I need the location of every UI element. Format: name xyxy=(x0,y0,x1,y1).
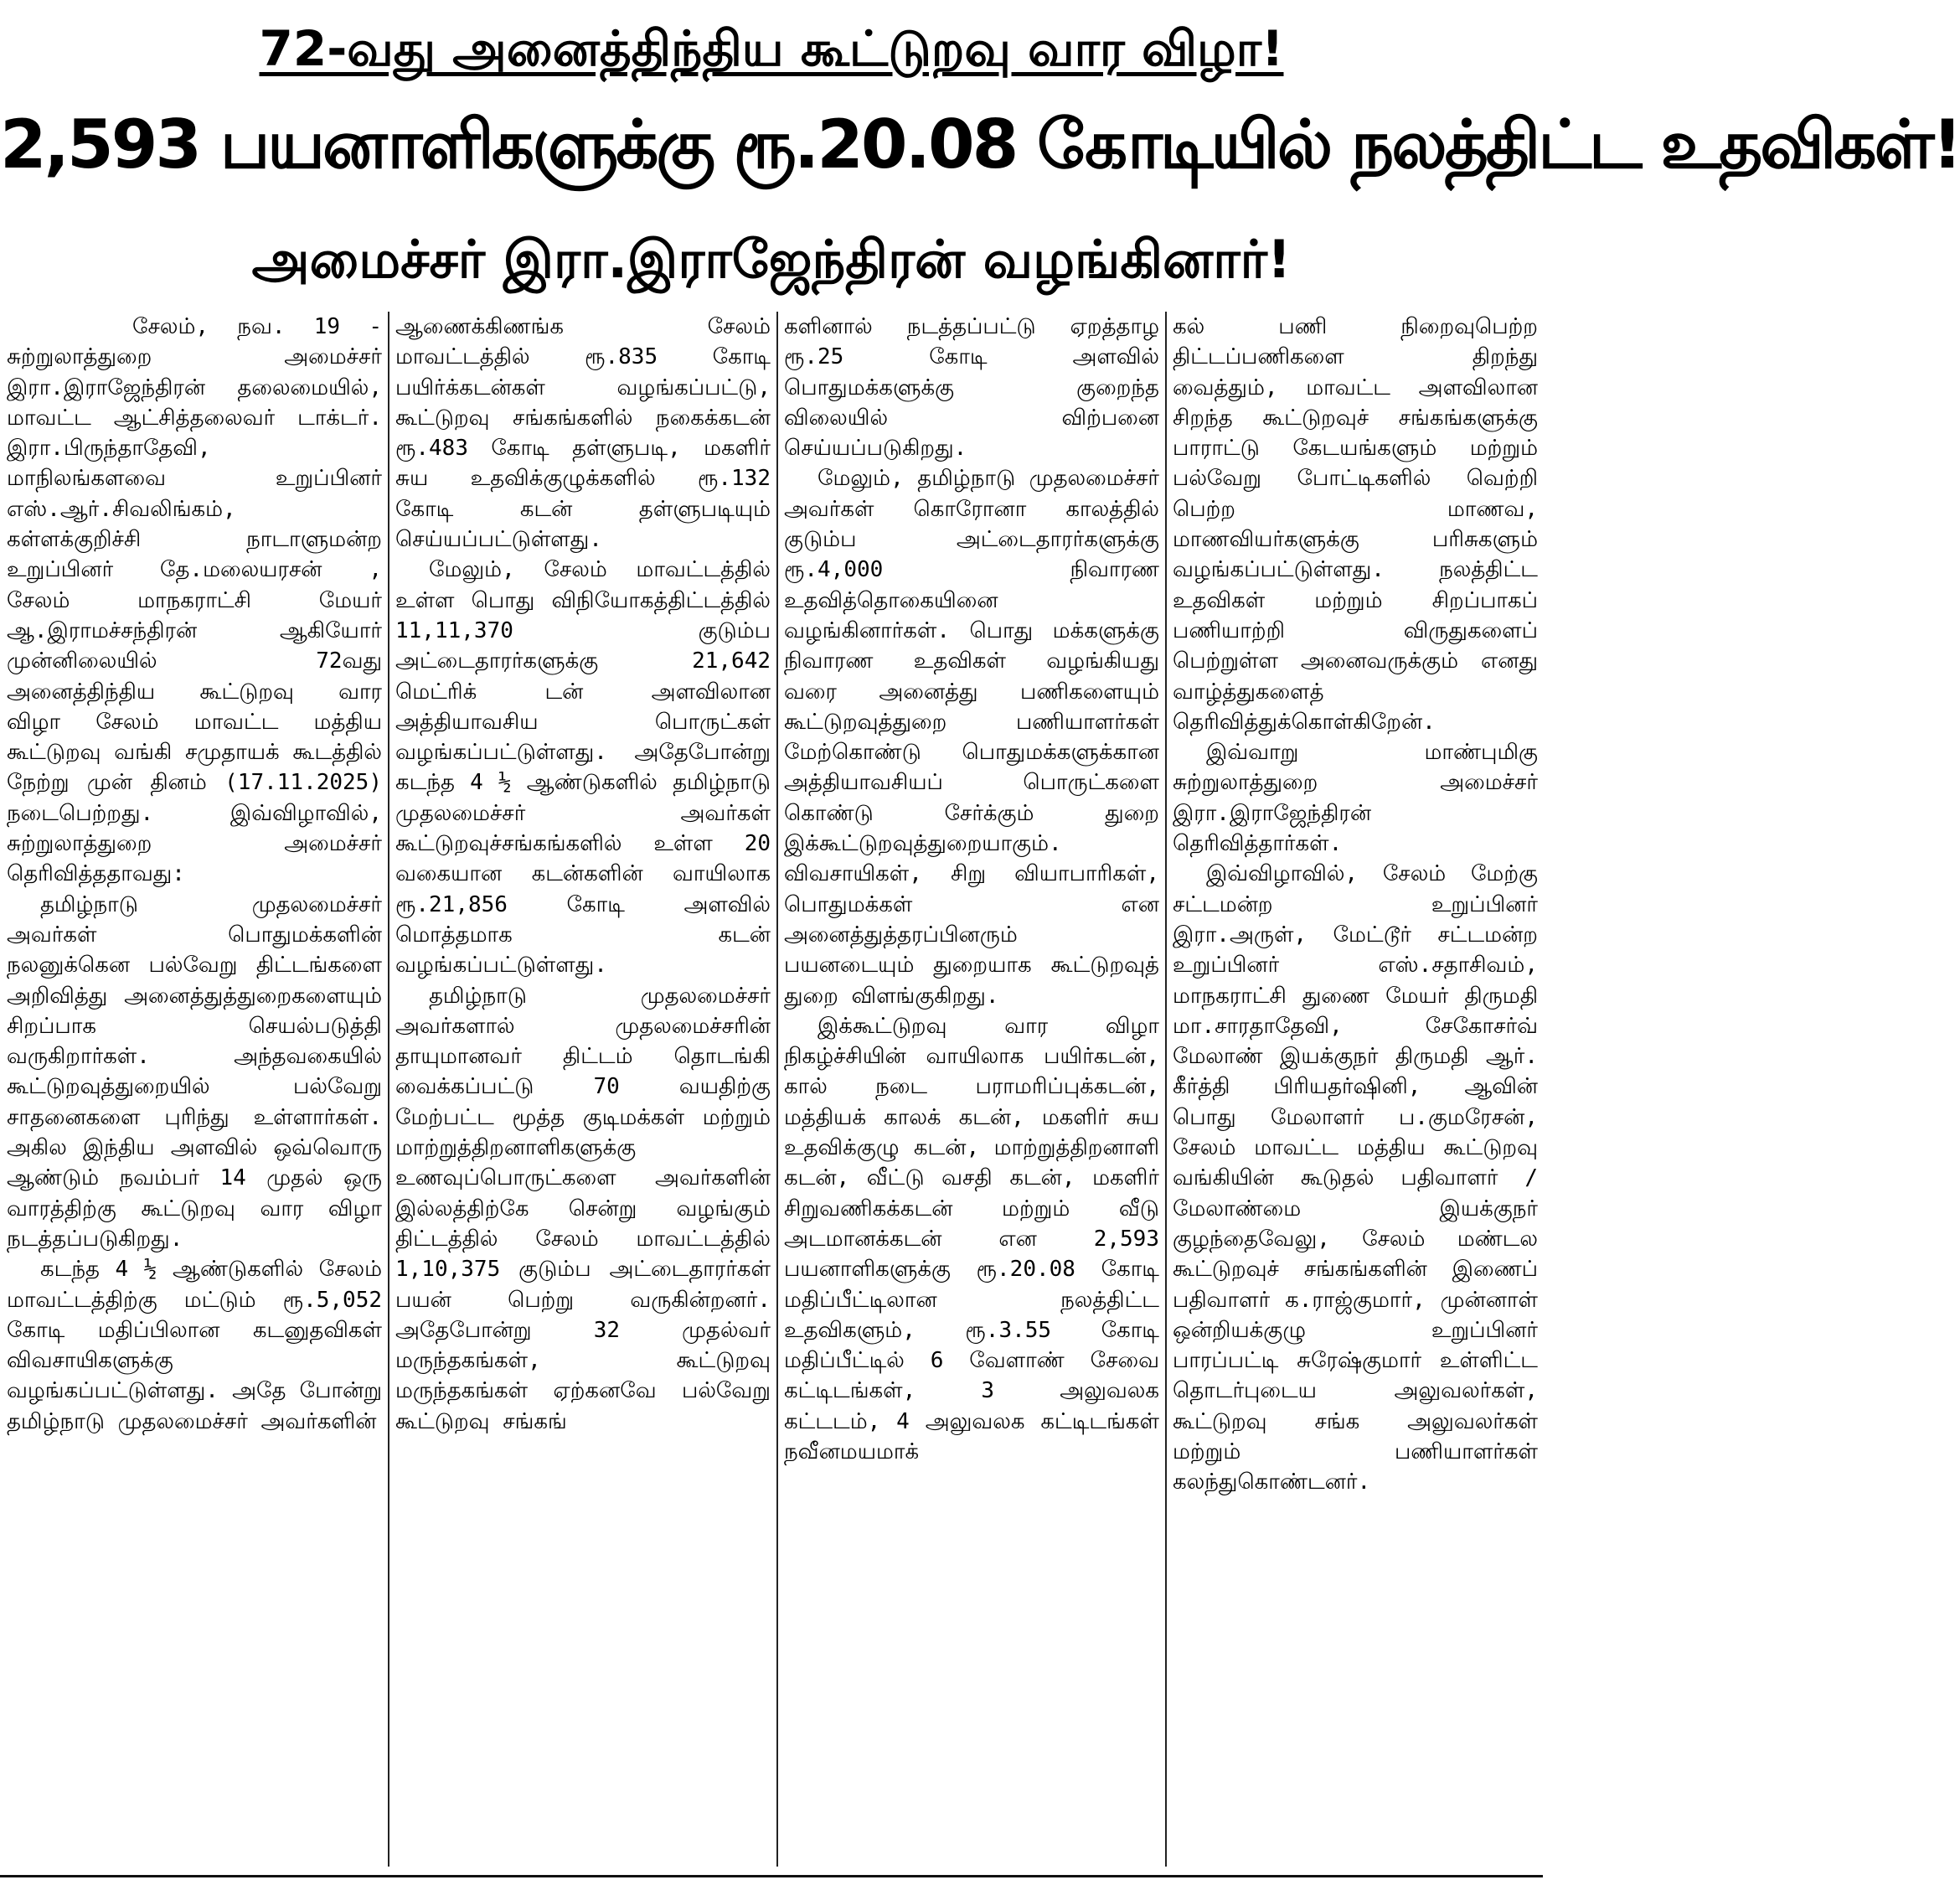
column-3 xyxy=(784,312,1159,1870)
paragraph: தமிழ்நாடு முதலமைச்சர் அவர்கள் பொதுமக்களின் நலனுக்கென பல்வேறு திட்டங்களை அறிவித்து அனைத்துத்துறைகளையும் சிறப்பாக செயல்படுத்தி வருகிறார்கள். அந்தவகையில் கூட்டுறவுத்துறையில் பல்வேறு சாதனைகளை புரிந்து உள்ளார்கள். அகில இந்திய அளவில் ஒவ்வொரு ஆண்டும் நவம்பர் 14 முதல் ஒரு வாரத்திற்கு கூட்டுறவு வார விழா நடத்தப்படுகிறது. xyxy=(7,891,382,1252)
paragraph: இக்கூட்டுறவு வார விழா நிகழ்ச்சியின் வாயிலாக பயிர்கடன், கால் நடை பராமரிப்புக்கடன், மத்தியக் காலக் கடன், மகளிர் சுய உதவிக்குழு கடன், மாற்றுத்திறனாளி கடன், வீட்டு வசதி கடன், மகளிர் சிறுவணிகக்கடன் மற்றும் வீடு அடமானக்கடன் என 2,593 பயனாளிகளுக்கு ரூ.20.08 கோடி மதிப்பீட்டிலான நலத்திட்ட உதவிகளும், ரூ.3.55 கோடி மதிப்பீட்டில் 6 வேளாண் சேவை கட்டிடங்கள், 3 அலுவலக கட்டடம், 4 அலுவலக கட்டிடங்கள் நவீனமயமாக் xyxy=(784,1013,1159,1464)
paragraph: இவ்விழாவில், சேலம் மேற்கு சட்டமன்ற உறுப்பினர் இரா.அருள், மேட்டூர் சட்டமன்ற உறுப்பினர் எஸ்.சதாசிவம், மாநகராட்சி துணை மேயர் திருமதி மா.சாரதாதேவி, சேகோசர்வ் மேலாண் இயக்குநர் திருமதி ஆர். கீர்த்தி பிரியதர்ஷினி, ஆவின் பொது மேலாளர் ப.குமரேசன், சேலம் மாவட்ட மத்திய கூட்டுறவு வங்கியின் கூடுதல் பதிவாளர் / மேலாண்மை இயக்குநர் குழந்தைவேலு, சேலம் மண்டல கூட்டுறவுச் சங்கங்களின் இணைப் பதிவாளர் க.ராஜ்குமார், முன்னாள் ஒன்றியக்குழு உறுப்பினர் பாரப்பட்டி சுரேஷ்குமார் உள்ளிட்ட தொடர்புடைய அலுவலர்கள், கூட்டுறவு சங்க அலுவலர்கள் மற்றும் பணியாளர்கள் கலந்துகொண்டனர். xyxy=(1173,861,1538,1495)
article-body xyxy=(0,312,1543,1870)
column-divider xyxy=(388,312,389,1867)
kicker-headline xyxy=(0,18,1543,79)
paragraph: சேலம், நவ. 19 - சுற்றுலாத்துறை அமைச்சர் இரா.இராஜேந்திரன் தலைமையில், மாவட்ட ஆட்சித்தலைவர் டாக்டர். இரா.பிருந்தாதேவி, மாநிலங்களவை உறுப்பினர் எஸ்.ஆர்.சிவலிங்கம், கள்ளக்குறிச்சி நாடாளுமன்ற உறுப்பினர் தே.மலையரசன் , சேலம் மாநகராட்சி மேயர் ஆ.இராமச்சந்திரன் ஆகியோர் முன்னிலையில் 72வது அனைத்திந்திய கூட்டுறவு வார விழா சேலம் மாவட்ட மத்திய கூட்டுறவு வங்கி சமுதாயக் கூடத்தில் நேற்று முன் தினம் (17.11.2025) நடைபெற்றது. இவ்விழாவில், சுற்றுலாத்துறை அமைச்சர் தெரிவித்ததாவது: xyxy=(7,314,382,887)
kicker-text: 72-வது அனைத்திந்திய கூட்டுறவு வார விழா! xyxy=(259,20,1284,77)
paragraph: இவ்வாறு மாண்புமிகு சுற்றுலாத்துறை அமைச்சர் இரா.இராஜேந்திரன் தெரிவித்தார்கள். xyxy=(1173,740,1538,857)
column-4 xyxy=(1173,312,1538,1870)
paragraph: மேலும், தமிழ்நாடு முதலமைச்சர் அவர்கள் கொரோனா காலத்தில் குடும்ப அட்டைதாரர்களுக்கு ரூ.4,000 நிவாரண உதவித்தொகையினை வழங்கினார்கள். பொது மக்களுக்கு நிவாரண உதவிகள் வழங்கியது வரை அனைத்து பணிகளையும் கூட்டுறவுத்துறை பணியாளர்கள் மேற்கொண்டு பொதுமக்களுக்கான அத்தியாவசியப் பொருட்களை கொண்டு சேர்க்கும் துறை இக்கூட்டுறவுத்துறையாகும். விவசாயிகள், சிறு வியாபாரிகள், பொதுமக்கள் என அனைத்துத்தரப்பினரும் பயனடையும் துறையாக கூட்டுறவுத் துறை விளங்குகிறது. xyxy=(784,466,1159,1009)
footer-rule xyxy=(0,1875,1543,1877)
main-headline: 2,593 பயனாளிகளுக்கு ரூ.20.08 கோடியில் நலத்திட்ட உதவிகள்! xyxy=(0,106,1960,183)
column-2 xyxy=(395,312,771,1870)
column-1 xyxy=(7,312,382,1870)
column-divider xyxy=(776,312,778,1867)
column-divider xyxy=(1165,312,1167,1867)
paragraph: ஆணைக்கிணங்க சேலம் மாவட்டத்தில் ரூ.835 கோடி பயிர்க்கடன்கள் வழங்கப்பட்டு, கூட்டுறவு சங்கங்களில் நகைக்கடன் ரூ.483 கோடி தள்ளுபடி, மகளிர் சுய உதவிக்குழுக்களில் ரூ.132 கோடி கடன் தள்ளுபடியும் செய்யப்பட்டுள்ளது. xyxy=(395,314,771,553)
sub-headline: அமைச்சர் இரா.இராஜேந்திரன் வழங்கினார்! xyxy=(251,229,1292,290)
paragraph: கடந்த 4 ½ ஆண்டுகளில் சேலம் மாவட்டத்திற்கு மட்டும் ரூ.5,052 கோடி மதிப்பிலான கடனுதவிகள் விவசாயிகளுக்கு வழங்கப்பட்டுள்ளது. அதே போன்று தமிழ்நாடு முதலமைச்சர் அவர்களின் xyxy=(7,1257,382,1434)
paragraph: மேலும், சேலம் மாவட்டத்தில் உள்ள பொது விநியோகத்திட்டத்தில் 11,11,370 குடும்ப அட்டைதாரர்களுக்கு 21,642 மெட்ரிக் டன் அளவிலான அத்தியாவசிய பொருட்கள் வழங்கப்பட்டுள்ளது. அதேபோன்று கடந்த 4 ½ ஆண்டுகளில் தமிழ்நாடு முதலமைச்சர் அவர்கள் கூட்டுறவுச்சங்கங்களில் உள்ள 20 வகையான கடன்களின் வாயிலாக ரூ.21,856 கோடி அளவில் மொத்தமாக கடன் வழங்கப்பட்டுள்ளது. xyxy=(395,557,771,979)
paragraph: கல் பணி நிறைவுபெற்ற திட்டப்பணிகளை திறந்து வைத்தும், மாவட்ட அளவிலான சிறந்த கூட்டுறவுச் சங்கங்களுக்கு பாராட்டு கேடயங்களும் மற்றும் பல்வேறு போட்டிகளில் வெற்றி பெற்ற மாணவ, மாணவியர்களுக்கு பரிசுகளும் வழங்கப்பட்டுள்ளது. நலத்திட்ட உதவிகள் மற்றும் சிறப்பாகப் பணியாற்றி விருதுகளைப் பெற்றுள்ள அனைவருக்கும் எனது வாழ்த்துகளைத் தெரிவித்துக்கொள்கிறேன். xyxy=(1173,314,1538,735)
paragraph: தமிழ்நாடு முதலமைச்சர் அவர்களால் முதலமைச்சரின் தாயுமானவர் திட்டம் தொடங்கி வைக்கப்பட்டு 70 வயதிற்கு மேற்பட்ட மூத்த குடிமக்கள் மற்றும் மாற்றுத்திறனாளிகளுக்கு உணவுப்பொருட்களை அவர்களின் இல்லத்திற்கே சென்று வழங்கும் திட்டத்தில் சேலம் மாவட்டத்தில் 1,10,375 குடும்ப அட்டைதாரர்கள் பயன் பெற்று வருகின்றனர். அதேபோன்று 32 முதல்வர் மருந்தகங்கள், கூட்டுறவு மருந்தகங்கள் ஏற்கனவே பல்வேறு கூட்டுறவு சங்கங் xyxy=(395,983,771,1434)
paragraph: களினால் நடத்தப்பட்டு ஏறத்தாழ ரூ.25 கோடி அளவில் பொதுமக்களுக்கு குறைந்த விலையில் விற்பனை செய்யப்படுகிறது. xyxy=(784,314,1159,462)
